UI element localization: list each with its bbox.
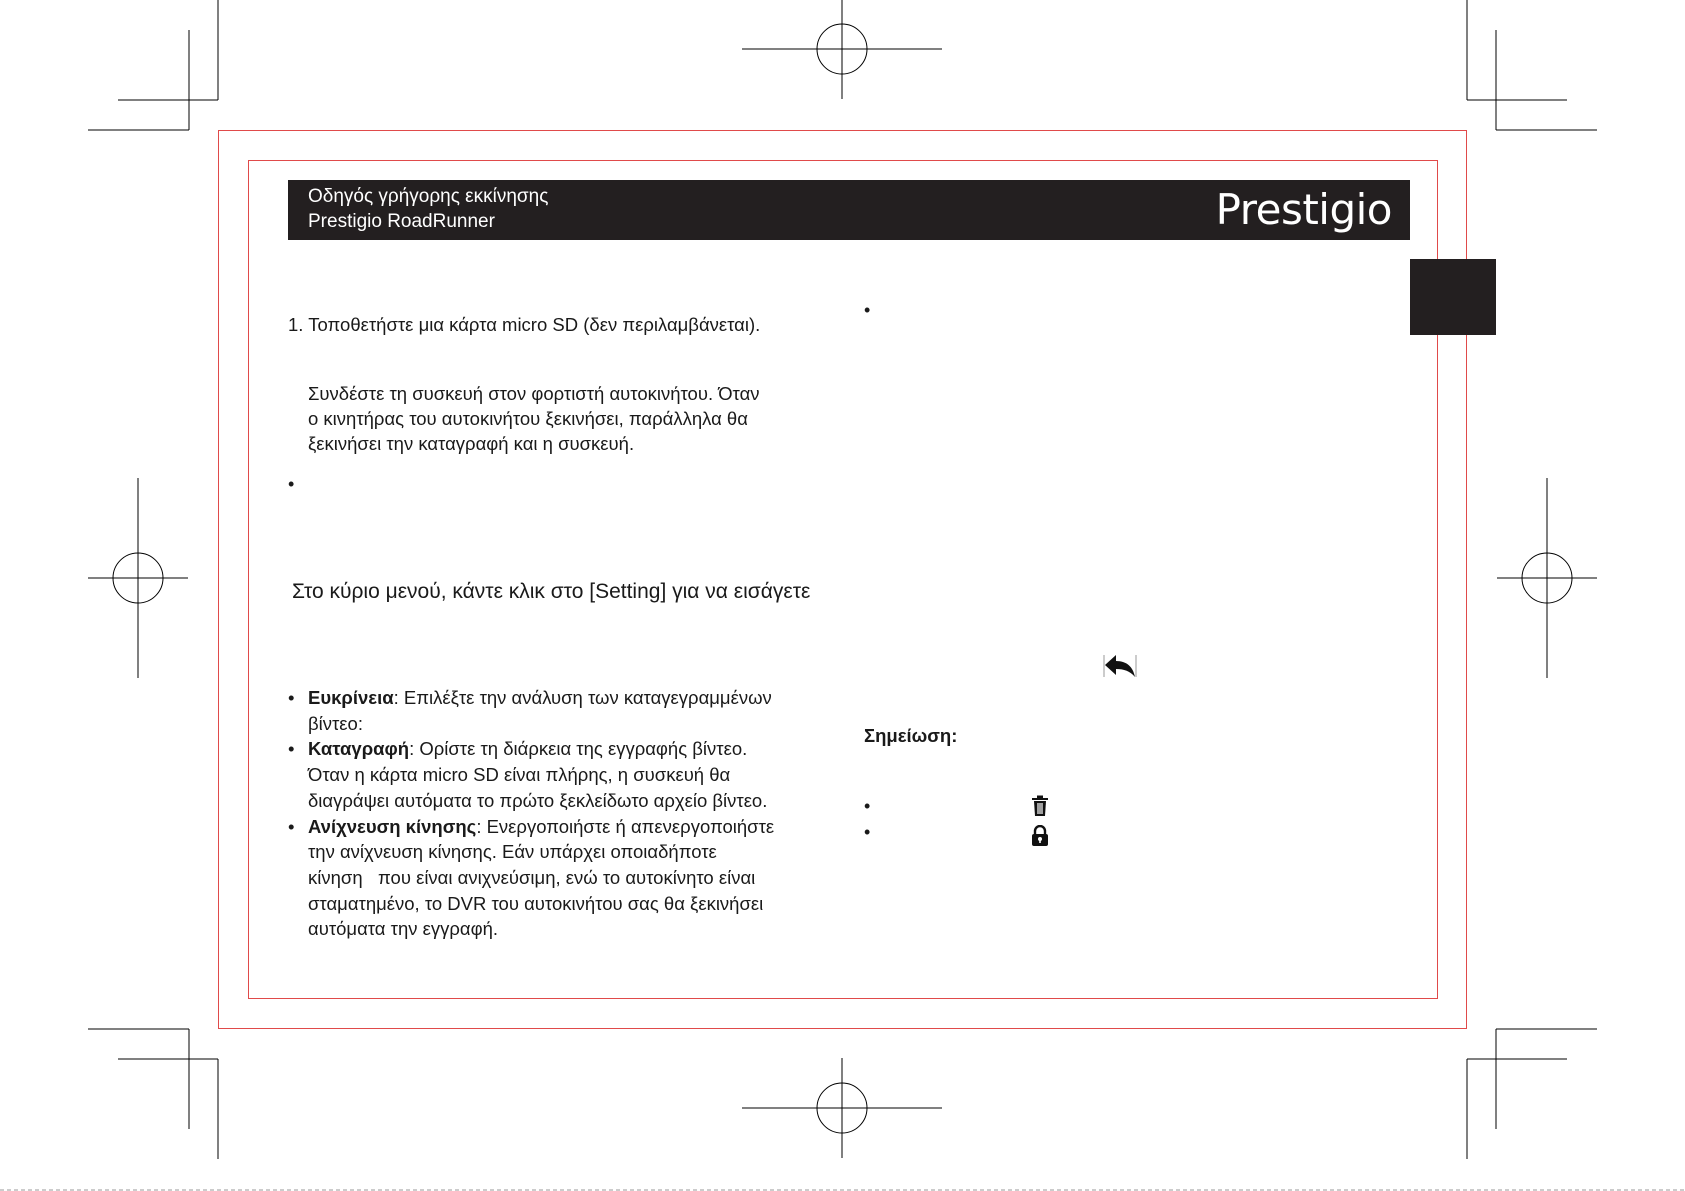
back-arrow-icon	[1103, 653, 1137, 679]
prestigio-logo: Prestigio	[1215, 185, 1392, 234]
guide-title: Οδηγός γρήγορης εκκίνησης	[308, 186, 549, 207]
setting-desc: αυτόματα την εγγραφή.	[308, 918, 499, 940]
menu-intro-text: Στο κύριο μενού, κάντε κλικ στο [Setting] για να εισάγετε	[292, 580, 811, 603]
lock-icon	[1031, 825, 1049, 847]
setting-motion-detection	[288, 814, 818, 943]
setting-desc: την ανίχνευση κίνησης. Εάν υπάρχει οποιαδήποτε	[308, 841, 717, 863]
bullet-marker: •	[864, 796, 871, 816]
setting-desc: διαγράψει αυτόματα το πρώτο ξεκλείδωτο αρχείο βίντεο.	[308, 789, 768, 811]
page-header	[288, 180, 1410, 240]
power-paragraph-line-2: ο κινητήρας του αυτοκινήτου ξεκινήσει, παράλληλα θα	[308, 408, 748, 429]
setting-term: Καταγραφή	[308, 738, 410, 760]
settings-list	[288, 685, 818, 942]
trash-icon	[1031, 795, 1049, 817]
step-1-text: 1. Τοποθετήστε μια κάρτα micro SD (δεν περιλαμβάνεται).	[288, 314, 761, 335]
setting-desc: : Ορίστε τη διάρκεια της εγγραφής βίντεο.	[409, 738, 748, 760]
setting-desc: σταματημένο, το DVR του αυτοκινήτου σας θα ξεκινήσει	[308, 892, 764, 914]
product-name: Prestigio RoadRunner	[308, 211, 495, 232]
setting-desc: : Ενεργοποιήστε ή απενεργοποιήστε	[476, 815, 775, 837]
bullet-marker: •	[288, 474, 295, 494]
setting-desc: κίνηση που είναι ανιχνεύσιμη, ενώ το αυτοκίνητο είναι	[308, 866, 756, 888]
setting-term: Ευκρίνεια	[308, 687, 394, 708]
setting-resolution	[288, 685, 818, 736]
section-tab	[1410, 259, 1496, 335]
bullet-marker: •	[864, 300, 871, 320]
bullet-marker: •	[864, 822, 871, 842]
setting-term: Ανίχνευση κίνησης	[308, 815, 477, 837]
power-paragraph-line-3: ξεκινήσει την καταγραφή και η συσκευή.	[308, 433, 635, 454]
note-label: Σημείωση:	[864, 725, 958, 746]
setting-desc: : Επιλέξτε την ανάλυση των καταγεγραμμένων	[393, 687, 772, 708]
power-paragraph-line-1: Συνδέστε τη συσκευή στον φορτιστή αυτοκινήτου. Όταν	[308, 383, 760, 404]
setting-recording	[288, 736, 818, 813]
setting-desc: βίντεο:	[308, 712, 363, 734]
setting-desc: Όταν η κάρτα micro SD είναι πλήρης, η συσκευή θα	[308, 764, 731, 786]
